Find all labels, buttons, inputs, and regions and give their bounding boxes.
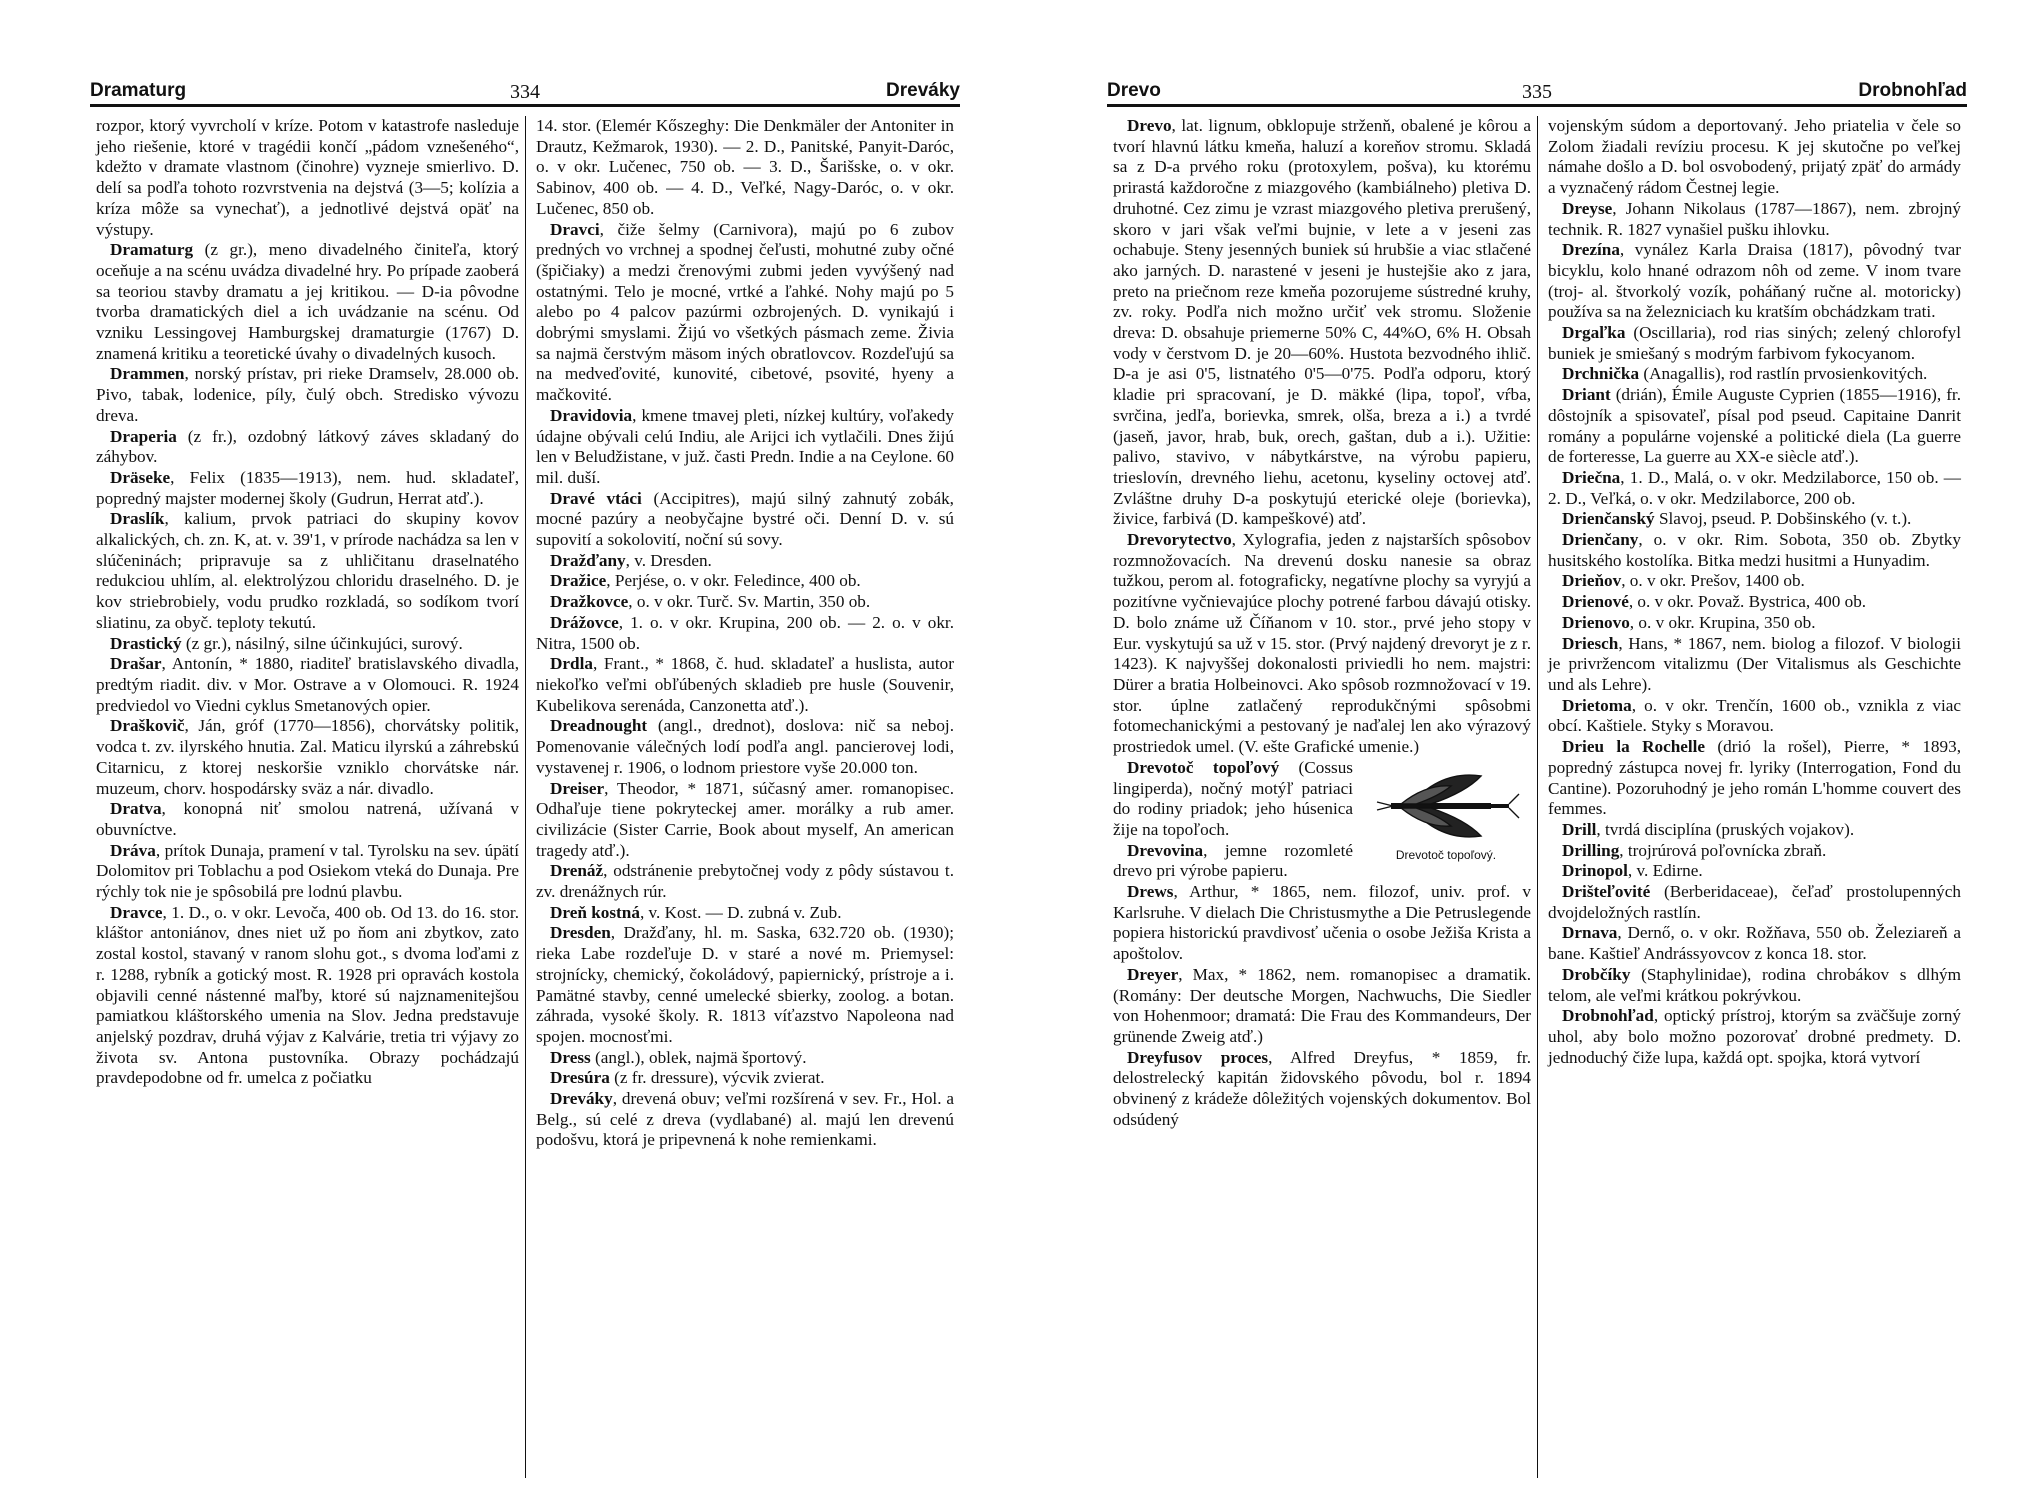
entry-text: , prítok Dunaja, pramení v tal. Tyrolsku na sev. úpätí Dolomitov pri Toblachu a pod Osiekom vteká do Dunaja. Pre rýchly tok nie je spôsobilá pre lodnú plavbu. xyxy=(96,840,519,902)
dictionary-entry xyxy=(96,116,519,240)
dictionary-entry xyxy=(1548,240,1961,323)
entry-headword: Drews xyxy=(1127,882,1174,902)
entry-text: , v. Dresden. xyxy=(625,550,712,570)
entry-text: , Xylografia, jeden z najstarších spôsobov rozmnožovacích. Na drevenú dosku nanesie sa obraz tužkou, perom al. fotograficky, negatívne plochy sa vyryjú a pozitívne vyčnievajúce plochy potrené farbou dávajú otisky. D. bolo známe už Číňanom v 10. stor., prvé jeho stopy v Eur. vyskytujú sa už v 15. stor. (Prvý najdený drevoryt je z r. 1423). K najvyššej dokonalosti priviedli ho nem. majstri: Dürer a bratia Holbeinovci. Ako spôsob rozmnožovací v 19. stor. úplne zatlačený reprodukčnými spôsobmi fotomechanickými a pestovaný je naďalej len ako výrazový prostriedok umel. (V. ešte Grafické umenie.) xyxy=(1113,530,1531,757)
dictionary-entry xyxy=(96,841,519,903)
entry-text: (Berberidaceae), čeľaď prostolupenných dvojdeložných rastlín. xyxy=(1548,882,1961,922)
entry-text: , Perjése, o. v okr. Feledince, 400 ob. xyxy=(606,571,861,591)
entry-text: , o. v okr. Krupina, 350 ob. xyxy=(1629,612,1816,632)
dictionary-entry xyxy=(536,779,954,862)
dictionary-entry xyxy=(96,509,519,633)
header-left-word: Dramaturg xyxy=(90,80,187,101)
entry-headword: Drenáž xyxy=(550,861,604,881)
entry-headword: Drobnohľad xyxy=(1562,1006,1654,1026)
text-columns xyxy=(1107,116,1967,1478)
header-right-word: Drobnohľad xyxy=(1858,80,1967,101)
entry-text: 14. stor. (Elemér Kőszeghy: Die Denkmäler der Antoniter in Drautz, Kežmarok, 1930). — 2. D., Panitské, Panyit-Daróc, o. v okr. Lučenec, 750 ob. — 3. D., Šarišske, o. v okr. Sabinov, 400 ob. — 4. D., Veľké, Nagy-Daróc, o. v okr. Lučenec, 850 ob. xyxy=(536,116,954,218)
page-number: 334 xyxy=(510,81,540,103)
dictionary-entry xyxy=(536,489,954,551)
dictionary-entry xyxy=(96,240,519,364)
entry-text: (angl., drednot), doslova: nič sa neboj. Pomenovanie válečných lodí podľa angl. pancierovej lodi, vystavenej r. 1906, o lodnom priestore vyše 20.000 ton. xyxy=(536,716,954,777)
entry-text: , Max, * 1862, nem. romanopisec a dramatik. (Romány: Der deutsche Morgen, Nachwuchs, Die Siedler von Hohenmoor; dramatá: Die Frau des Kommandeurs, Der grünende Zweig atď.) xyxy=(1113,964,1531,1046)
entry-text: , vynález Karla Draisa (1817), pôvodný tvar bicyklu, kolo hnané odrazom nôh od zeme. V inom tvare (troj- al. štvorkolý vozík, poháňaný ručne al. motoricky) používa sa na železniciach ku kratším obchádzkam trati. xyxy=(1548,240,1961,322)
dictionary-entry xyxy=(536,220,954,406)
entry-headword: Drienčanský xyxy=(1562,509,1655,529)
dictionary-entry xyxy=(96,716,519,799)
dictionary-entry xyxy=(536,903,954,924)
dictionary-entry xyxy=(96,364,519,426)
dictionary-entry xyxy=(536,1089,954,1151)
entry-headword: Dreiser xyxy=(550,778,605,798)
header-left-word: Drevo xyxy=(1107,80,1161,101)
entry-headword: Driečna xyxy=(1562,467,1621,487)
entry-headword: Drietoma xyxy=(1562,695,1632,715)
dictionary-entry xyxy=(1548,592,1961,613)
entry-text: (drián), Émile Auguste Cyprien (1855—1916), fr. dôstojník a spisovateľ, písal pod pseud. Capitaine Danrit romány a populárne vojenské a politické diela (La guerre de forteresse, La guerre au XX-e siècle atď.). xyxy=(1548,385,1961,467)
dictionary-entry xyxy=(1113,1048,1531,1131)
dictionary-entry xyxy=(536,716,954,778)
dictionary-entry xyxy=(536,861,954,902)
column-left xyxy=(90,116,525,1478)
entry-text: , Alfred Dreyfus, * 1859, fr. delostrelecký kapitán židovského pôvodu, bol r. 1894 obvinený z krádeže dôležitých vojenských dokumentov. Bol odsúdený xyxy=(1113,1047,1531,1129)
text-columns xyxy=(90,116,960,1478)
page-header xyxy=(90,78,960,107)
entry-text: , odstránenie prebytočnej vody z pôdy sústavou t. zv. drenážnych rúr. xyxy=(536,861,954,902)
dictionary-entry xyxy=(536,551,954,572)
right-page xyxy=(1107,78,1967,1478)
entry-text: , 1. D., o. v okr. Levoča, 400 ob. Od 13. do 16. stor. kláštor antoniánov, dnes niet už po ňom ani zbytkov, zato zostal kostol, stavaný v ranom slohu got., s dvoma loďami z r. 1288, rybník a gotický most. R. 1928 pri opravách kostola objavili cenné nástenné maľby, ktoré sú najznamenitejšou pamiatkou kláštorského umenia na Slov. Jedna predstavuje anjelský pozdrav, druhá výjav z Kalvárie, tretia tri výjavy zo života sv. Antona pustovníka. Obrazy pochádzajú pravdepodobne od fr. umelca z počiatku xyxy=(96,902,519,1088)
entry-headword: Drammen xyxy=(110,364,185,384)
entry-headword: Drinopol xyxy=(1562,861,1628,881)
entry-text: , 1. o. v okr. Krupina, 200 ob. — 2. o. v okr. Nitra, 1500 ob. xyxy=(536,612,954,653)
entry-text: (z fr. dressure), výcvik zvierat. xyxy=(609,1068,825,1088)
entry-text: , čiže šelmy (Carnivora), majú po 6 zubov predných vo vrchnej a spodnej čeľusti, mohutné zuby očné (špičiaky) a medzi črenovými zubmi jeden vyvýšený nad ostatnými. Telo je mocné, vrtké a ľahké. Nohy majú po 5 alebo po 4 palcov pazúrmi ozbrojených. D. vynikajú i dobrými smyslami. Žijú vo všetkých pásmach zeme. Živia sa najmä čerstvým mäsom iných obratlovcov. Rozdeľujú sa na medveďovité, kunovité, cibetové, psovité, hyeny a mačkovité. xyxy=(536,219,954,405)
entry-headword: Drill xyxy=(1562,819,1597,839)
dictionary-entry xyxy=(536,654,954,716)
dictionary-entry xyxy=(1548,468,1961,509)
dictionary-entry xyxy=(1548,882,1961,923)
entry-headword: Drienovo xyxy=(1562,612,1630,632)
dictionary-entry xyxy=(1548,509,1961,530)
dictionary-entry xyxy=(1548,634,1961,696)
entry-text: (Accipitres), majú silný zahnutý zobák, mocné pazúry a neobyčajne bystré oči. Denní D. v. sú supovití a sokolovití, noční sú sovy. xyxy=(536,488,954,550)
entry-text: Slavoj, pseud. P. Dobšinského (v. t.). xyxy=(1654,509,1912,529)
entry-headword: Dravé vtáci xyxy=(550,488,642,508)
dictionary-entry xyxy=(1113,965,1531,1048)
entry-text: , Theodor, * 1871, súčasný amer. romanopisec. Odhaľuje tiene pokryteckej amer. morálky a rub amer. civilizácie (Sister Carrie, Book about myself, An american tragedy atď.). xyxy=(536,778,954,860)
entry-headword: Dratva xyxy=(110,799,162,819)
entry-text: , o. v okr. Považ. Bystrica, 400 ob. xyxy=(1628,592,1867,612)
entry-headword: Dreyer xyxy=(1127,964,1179,984)
entry-text: , tvrdá disciplína (pruských vojakov). xyxy=(1596,819,1855,839)
dictionary-entry xyxy=(536,613,954,654)
entry-headword: Driesch xyxy=(1562,633,1619,653)
entry-text: (Anagallis), rod rastlín prvosienkovitých. xyxy=(1639,364,1928,384)
entry-text: , optický prístroj, ktorým sa zväčšuje zorný uhol, aby bolo možno pozorovať drobné predmety. D. jednoduchý čiže lupa, každá opt. spojka, ktorá vytvorí xyxy=(1548,1006,1961,1067)
entry-text: , lat. lignum, obklopuje strženň, obalené je kôrou a tvorí hlavnú látku kmeňa, haluzí a koreňov stromu. Skladá sa z D-a prvého roku (protoxylem, pošva), ku ktorému prirastá každoročne z miazgového (kambiálneho) pletiva D. druhotné. Cez zimu je vzrast miazgového pletiva prerušený, skoro v jari však veľmi bujnie, v lete a v jeseni zas ochabuje. Steny jesenných buniek sú hrubšie a viac stlačené ako jarných. D. narastené v jeseni je hustejšie ako z jara, preto na priečnom reze kmeňa pozorujeme sústredné kruhy, zv. roky. Podľa nich možno určiť vek stromu. Složenie dreva: D. obsahuje priemerne 50% C, 44%O, 6% H. Obsah vody v čerstvom D. je 20—60%. Hustota bezvodného ihlič. D-a je asi 0'5, listnatého 0'5—0'75. Podľa odporu, ktorý kladie pri spracovaní, je D. mäkké (lipa, topoľ, vŕba, svrčina, jedľa, borievka, smrek, olša, breza a i.) a tvrdé (jaseň, javor, hrab, buk, orech, gaštan, dub a i.). Užitie: palivo, stavivo, v nábytkárstve, na výrobu papieru, trieslovín, drevného liehu, acetonu, kyseliny octovej atď. Zvláštne druhy D-a poskytujú eterické oleje (borievka), živice, farbivá (D. kampeškové) atď. xyxy=(1113,116,1531,529)
entry-text: , o. v okr. Turč. Sv. Martin, 350 ob. xyxy=(628,592,871,612)
entry-headword: Dramaturg xyxy=(110,240,194,260)
dictionary-entry xyxy=(96,799,519,840)
entry-text: (z fr.), ozdobný látkový záves skladaný do záhybov. xyxy=(96,426,519,467)
column-left xyxy=(1107,116,1537,1478)
entry-text: , o. v okr. Prešov, 1400 ob. xyxy=(1621,571,1805,591)
dictionary-entry xyxy=(536,592,954,613)
entry-text: , jemne rozomleté drevo pri výrobe papieru. xyxy=(1113,840,1353,881)
entry-headword: Drastický xyxy=(110,633,182,653)
entry-text: , Dražďany, hl. m. Saska, 632.720 ob. (1930); rieka Labe rozdeľuje D. v staré a nové m. Priemysel: strojnícky, chemický, čokoládový, papiernický, prístroje a i. Pamätné stavby, cenné umelecké sbierky, zoolog. a botan. záhrada, vysoké školy. R. 1813 víťazstvo Napoleona nad spojen. mocnosťmi. xyxy=(536,923,954,1046)
entry-text: (z gr.), meno divadelného činiteľa, ktorý oceňuje a na scénu uvádza divadelné hry. Po prípade zaoberá sa teoriou stavby dramatu a jej kritikou. — D-ia pôvodne tvorba dramatických diel a ich uvádzanie na scénu. Od vzniku Lessingovej Hamburgskej dramaturgie (1767) D. znamená kritiku a teoretické úvahy o divadelných kusoch. xyxy=(96,240,519,363)
entry-headword: Drišteľovité xyxy=(1562,882,1651,902)
entry-text: , norský prístav, pri rieke Dramselv, 28.000 ob. Pivo, tabak, lodenice, píly, čulý obch. Stredisko vývozu dreva. xyxy=(96,364,519,425)
moth-illustration-icon xyxy=(1371,762,1521,848)
dictionary-entry xyxy=(536,116,954,220)
dictionary-entry xyxy=(1548,696,1961,737)
entry-headword: Drevo xyxy=(1127,116,1172,135)
entry-headword: Drevotoč topoľový xyxy=(1127,757,1280,777)
page-header xyxy=(1107,78,1967,107)
dictionary-entry xyxy=(96,634,519,655)
column-right xyxy=(1537,116,1967,1478)
entry-headword: Drienčany xyxy=(1562,530,1639,550)
entry-headword: Dražďany xyxy=(550,550,626,570)
entry-headword: Dräseke xyxy=(110,467,171,487)
entry-text: , Frant., * 1868, č. hud. skladateľ a huslista, autor niekoľko veľmi obľúbených skladieb pre husle (Souvenir, Kubelikova serenáda, Canzonetta atď.). xyxy=(536,654,954,715)
left-page xyxy=(90,78,960,1478)
entry-text: , Dernő, o. v okr. Rožňava, 550 ob. Železiareň a bane. Kaštieľ Andrássyovcov z konca 18. stor. xyxy=(1548,923,1961,964)
entry-text: , o. v okr. Rim. Sobota, 350 ob. Zbytky husitského kostolíka. Bitka medzi husitmi a Hunyadim. xyxy=(1548,530,1961,570)
entry-headword: Drienové xyxy=(1562,592,1629,612)
entry-headword: Drobčíky xyxy=(1562,964,1631,984)
entry-text: , o. v okr. Trenčín, 1600 ob., vznikla z viac obcí. Kaštiele. Styky s Moravou. xyxy=(1548,695,1961,736)
dictionary-entry xyxy=(536,406,954,489)
dictionary-entry xyxy=(96,468,519,509)
entry-headword: Dreadnought xyxy=(550,716,648,736)
dictionary-entry xyxy=(1113,530,1531,758)
entry-headword: Drchnička xyxy=(1562,364,1640,384)
entry-text: , Felix (1835—1913), nem. hud. skladateľ, popredný majster modernej školy (Gudrun, Herrat atď.). xyxy=(96,467,519,508)
entry-text: (angl.), oblek, najmä športový. xyxy=(590,1047,807,1067)
entry-headword: Drilling xyxy=(1562,840,1620,860)
entry-text: , v. Edirne. xyxy=(1627,861,1703,881)
dictionary-entry xyxy=(1548,385,1961,468)
entry-headword: Dreň kostná xyxy=(550,902,640,922)
header-right-word: Dreváky xyxy=(886,80,960,101)
entry-headword: Drevovina xyxy=(1127,840,1204,860)
entry-headword: Dresden xyxy=(550,923,611,943)
entry-text: (Oscillaria), rod rias siných; zelený chlorofyl buniek je smiešaný s modrým farbivom fykocyanom. xyxy=(1548,323,1961,363)
entry-headword: Dreyse xyxy=(1562,198,1613,218)
entry-text: , trojrúrová poľovnícka zbraň. xyxy=(1619,840,1827,860)
entry-text: , 1. D., Malá, o. v okr. Medzilaborce, 150 ob. — 2. D., Veľká, o. v okr. Medzilaborce, 200 ob. xyxy=(1548,467,1961,508)
dictionary-entry xyxy=(536,1068,954,1089)
entry-headword: Dražkovce xyxy=(550,592,629,612)
figure-caption: Drevotoč topoľový. xyxy=(1395,847,1497,862)
entry-headword: Drnava xyxy=(1562,923,1618,943)
dictionary-entry xyxy=(1548,323,1961,364)
entry-headword: Dreyfusov proces xyxy=(1127,1047,1269,1067)
dictionary-entry xyxy=(1548,199,1961,240)
entry-headword: Dresúra xyxy=(550,1068,610,1088)
entry-text: , konopná niť smolou natrená, užívaná v obuvníctve. xyxy=(96,799,519,839)
dictionary-entry xyxy=(96,903,519,1089)
entry-headword: Drážovce xyxy=(550,612,619,632)
dictionary-entry xyxy=(1548,965,1961,1006)
dictionary-entry xyxy=(96,427,519,468)
entry-headword: Driant xyxy=(1562,385,1611,405)
entry-headword: Drdla xyxy=(550,654,593,674)
dictionary-entry xyxy=(1548,571,1961,592)
entry-text: , kalium, prvok patriaci do skupiny kovov alkalických, ch. zn. K, at. v. 39'1, v prírode nachádza sa len v slúčeninách; pripravuje sa z uhličitanu draselnatého redukciou uhlím, al. elektrolýzou chloridu draselného. D. je kov striebrobiely, vodu prudko rozkladá, so sodíkom tvorí sliatinu, za obyč. teploty tekutú. xyxy=(96,509,519,632)
entry-headword: Drašar xyxy=(110,654,162,674)
entry-text: , v. Kost. — D. zubná v. Zub. xyxy=(639,902,842,922)
entry-text: , Hans, * 1867, nem. biolog a filozof. V biologii je privržencom vitalizmu (Der Vitalismus als Geschichte und als Lehre). xyxy=(1548,633,1961,694)
entry-headword: Drgaľka xyxy=(1562,323,1626,343)
dictionary-entry xyxy=(1548,1006,1961,1068)
entry-text: (z gr.), násilný, silne účinkujúci, surový. xyxy=(181,633,463,653)
dictionary-entry xyxy=(1548,364,1961,385)
entry-text: , drevená obuv; veľmi rozšírená v sev. Fr., Hol. a Belg., sú celé z dreva (vydlabané) al. majú len drevenú podošvu, ktorá je pripevnená k nohe remienkami. xyxy=(536,1089,954,1150)
entry-headword: Dreváky xyxy=(550,1089,613,1109)
entry-headword: Dražice xyxy=(550,571,607,591)
entry-headword: Dravce xyxy=(110,902,163,922)
dictionary-entry xyxy=(536,1048,954,1069)
dictionary-entry xyxy=(1548,820,1961,841)
dictionary-entry xyxy=(1113,116,1531,530)
dictionary-entry xyxy=(536,923,954,1047)
entry-headword: Drezína xyxy=(1562,240,1620,260)
entry-text: vojenským súdom a deportovaný. Jeho priatelia v čele so Zolom žiadali revíziu procesu. K jej skutočne po veľkej námahe došlo a D. bol osvobodený, prijatý zpäť do armády a vyznačený rádom Čestnej legie. xyxy=(1548,116,1961,198)
entry-headword: Dress xyxy=(550,1047,591,1067)
entry-headword: Dravidovia xyxy=(550,405,633,425)
page-number: 335 xyxy=(1522,81,1552,103)
dictionary-entry xyxy=(1548,861,1961,882)
entry-headword: Drevorytectvo xyxy=(1127,530,1232,550)
entry-headword: Draperia xyxy=(110,426,177,446)
dictionary-entry xyxy=(1548,116,1961,199)
moth-figure xyxy=(1361,762,1531,874)
dictionary-entry xyxy=(536,571,954,592)
entry-text: , kmene tmavej pleti, nízkej kultúry, voľakedy údajne obývali celú Indiu, ale Arijci ich vytlačili. Dnes žijú len v Beludžistane, v juž. časti Predn. Indie a na Ceylone. 60 mil. duší. xyxy=(536,405,954,487)
dictionary-entry xyxy=(1548,841,1961,862)
dictionary-entry xyxy=(1548,923,1961,964)
entry-text: (Cossus lingiperda), nočný motýľ patriaci do rodiny priadok; jeho húsenica žije na topoľoch. xyxy=(1113,757,1353,839)
entry-headword: Dravci xyxy=(550,219,600,239)
dictionary-entry xyxy=(96,654,519,716)
entry-text: , Antonín, * 1880, riaditeľ bratislavského divadla, predtým riadit. div. v Mor. Ostrave a v Olomouci. R. 1924 predviedol vo Viedni cyklus Smetanových opier. xyxy=(96,654,519,715)
entry-text: rozpor, ktorý vyvrcholí v kríze. Potom v katastrofe nasleduje jeho riešenie, ktoré v tragédii končí „pádom vznešeného“, kdežto v dramate vlastnom (činohre) vyzneje smierlivo. D. delí sa podľa tohoto rozvrstvenia na dejstvá (3—5; kolízia a kríza môže sa vynechať), a jednotlivé dejstvá opäť na výstupy. xyxy=(96,116,519,239)
entry-headword: Drieu la Rochelle xyxy=(1562,737,1706,757)
entry-text: , Arthur, * 1865, nem. filozof, univ. prof. v Karlsruhe. V dielach Die Christusmythe a Die Petruslegende popiera historickú pravdivosť učenia o osobe Ježiša Krista a apoštolov. xyxy=(1113,882,1531,964)
dictionary-entry xyxy=(1113,882,1531,965)
dictionary-entry xyxy=(1548,613,1961,634)
entry-text: , Johann Nikolaus (1787—1867), nem. zbrojný technik. R. 1827 vynašiel pušku ihlovku. xyxy=(1548,198,1961,239)
entry-text: , Ján, gróf (1770—1856), chorvátsky politik, vodca t. zv. ilyrského hnutia. Zal. Maticu ilyrskú a záhrebskú Citarnicu, z ktorej neskoršie vzniklo chorvátske nár. muzeum, chorv. hospodársky sväz a nár. divadlo. xyxy=(96,716,519,798)
entry-headword: Draslík xyxy=(110,509,165,529)
dictionary-entry xyxy=(1548,530,1961,571)
entry-headword: Dráva xyxy=(110,840,156,860)
entry-text: (Staphylinidae), rodina chrobákov s dlhým telom, ale veľmi krátkou pokrývkou. xyxy=(1548,964,1961,1005)
dictionary-entry xyxy=(1548,737,1961,820)
entry-headword: Draškovič xyxy=(110,716,185,736)
entry-text: (drió la rošel), Pierre, * 1893, popredný zástupca novej fr. lyriky (Interrogation, Fond du Cantine). Pozoruhodný je jeho román L'homme couvert des femmes. xyxy=(1548,737,1961,819)
column-right xyxy=(525,116,960,1478)
entry-headword: Drieňov xyxy=(1562,571,1622,591)
